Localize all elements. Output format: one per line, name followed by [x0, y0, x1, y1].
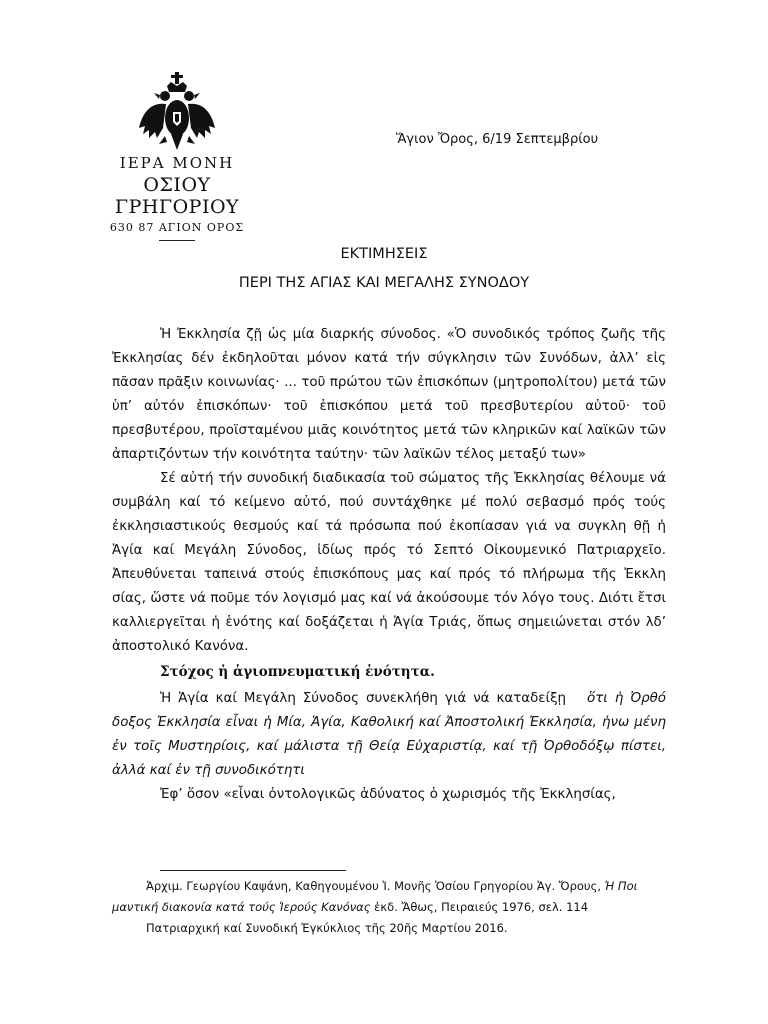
footnote-2: Πατριαρχική καί Συνοδική Ἐγκύκλιος τῆς 20ῆς Μαρτίου 2016. [146, 921, 508, 935]
paragraph-3-text [112, 687, 666, 783]
paragraph-3-lead: Ἡ Ἁγία καί Μεγάλη Σύνοδος συνεκλήθη γιά νά καταδείξῃ [160, 691, 567, 706]
letterhead-monastery-name: ΟΣΙΟΥ ΓΡΗΓΟΡΙΟΥ [114, 174, 240, 218]
paragraph-2 [112, 467, 666, 659]
document-title: ΕΚΤΙΜΗΣΕΙΣ [340, 246, 428, 262]
paragraph-1-text: Ἡ Ἐκκλησία ζῇ ὡς μία διαρκής σύνοδος. «Ὁ συνοδικός τρόπος ζωῆς τῆς Ἐκκλησίας δέν ἐκδηλοῦται μόνον κατά τήν σύγκλησιν τῶν Συνόδων, ἀλλ’ εἰς πᾶσαν πρᾶξιν κοινωνίας· ... τοῦ πρώτου τῶν ἐπισκόπων (μητροπολίτου) μετά τῶν ὑπ’ αὐτόν ἐπισκόπων· τοῦ ἐπισκόπου μετά τοῦ πρεσβυτερίου αὐτοῦ· τοῦ πρεσβυτέρου, προϊσταμένου μιᾶς κοινότητος μετά τῶν κληρικῶν καί λαϊκῶν τῶν ἀπαρτιζόντων τήν κοινότητα ταύτην· τῶν λαϊκῶν τέλος μεταξύ των» [112, 327, 666, 462]
footnote-1-publisher: ἐκδ. Ἄθως, Πειραιεύς 1976, σελ. 114 [374, 900, 589, 914]
double-headed-eagle-icon [135, 72, 219, 152]
paragraph-4 [112, 783, 666, 807]
paragraph-2-text: Σέ αὐτή τήν συνοδική διαδικασία τοῦ σώματος τῆς Ἐκκλησίας θέλουμε νά συμβάλη καί τό κείμενο αὐτό, πού συντάχθηκε μέ πολύ σεβασμό πρός τούς ἐκκλησιαστικούς θεσμούς καί τά πρόσωπα πού ἐκοπίασαν γιά να συγκλη θῇ ἡ Ἁγία καί Μεγάλη Σύνοδος, ἰδίως πρός τό Σεπτό Οἰκουμενικό Πατριαρχεῖο. Ἀπευθύνεται ταπεινά στούς ἐπισκόπους μας καί πρός τό πλήρωμα τῆς Ἐκκλη σίας, ὥστε νά ποῦμε τόν λογισμό μας καί νά ἀκούσουμε τόν λόγο τους. Διότι ἔτσι καλλιεργεῖται ἡ ἑνότης καί δοξάζεται ἡ Ἁγία Τριάς, ὅπως σημειώνεται στόν λδ’ ἀποστολικό Κανόνα. [112, 471, 666, 654]
letterhead-divider [159, 240, 195, 241]
document-subtitle: ΠΕΡΙ ΤΗΣ ΑΓΙΑΣ ΚΑΙ ΜΕΓΑΛΗΣ ΣΥΝΟΔΟΥ [238, 275, 530, 291]
letterhead-address: 630 87 ΑΓΙΟΝ ΟΡΟΣ [109, 221, 245, 234]
footnote-1 [112, 876, 672, 918]
letterhead-monastery-label: ΙΕΡΑ ΜΟΝΗ [119, 154, 235, 172]
footnote-1-text: Ἀρχιμ. Γεωργίου Καψάνη, Καθηγουμένου Ἱ. Μονῆς Ὁσίου Γρηγορίου Ἁγ. Ὄρους, [146, 879, 601, 893]
paragraph-3-quote: ὅτι ἡ Ὀρθό δοξος Ἐκκλησία εἶναι ἡ Μία, Ἁγία, Καθολική καί Ἀποστολική Ἐκκλησία, ἡνω μένη ἐν τοῖς Μυστηρίοις, καί μάλιστα τῇ Θείᾳ Εὐχαριστίᾳ, καί τῇ Ὀρθοδόξῳ πίστει, ἀλλά καί ἐν τῇ συνοδικότητι [112, 691, 666, 778]
footnote-separator [160, 870, 346, 871]
paragraph-1 [112, 323, 666, 467]
letterhead [92, 72, 262, 241]
paragraph-3 [112, 687, 666, 783]
document-date: Ἅγιον Ὄρος, 6/19 Σεπτεμβρίου [396, 132, 599, 147]
section-heading: Στόχος ἡ ἁγιοπνευματική ἑνότητα. [160, 664, 435, 680]
footnote-1-title: Ἡ Ποι μαντική διακονία κατά τούς Ἱερούς Κανόνας [112, 879, 638, 914]
paragraph-4-text: Ἐφ’ ὅσον «εἶναι ὀντολογικῶς ἀδύνατος ὁ χωρισμός τῆς Ἐκκλησίας, [160, 787, 616, 802]
footnotes [112, 876, 672, 939]
